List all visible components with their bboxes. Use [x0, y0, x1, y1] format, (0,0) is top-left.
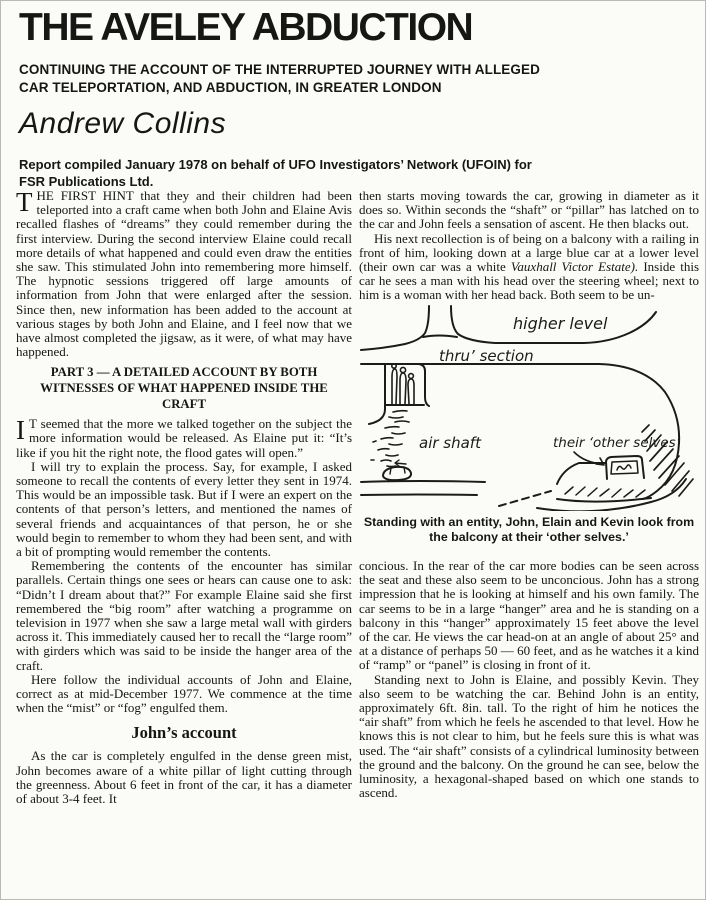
- right-column: [359, 189, 699, 800]
- report-note-line-2: FSR Publications Ltd.: [19, 174, 154, 189]
- johns-account-heading: John’s account: [131, 723, 237, 743]
- article-subtitle: [19, 61, 689, 96]
- paragraph-8: [359, 232, 699, 303]
- paragraph-8-text-b: Inside this car he sees a man with his head over the steering wheel; next to him is a woman with her head back. Both seem to be un-: [359, 259, 699, 303]
- higher-level-label: higher level: [513, 313, 608, 333]
- part-3-heading: PART 3 — A DETAILED ACCOUNT BY BOTH WITNESSES OF WHAT HAPPENED INSIDE THE CRAFT: [40, 365, 328, 411]
- paragraph-1-lead: HE FIRST HINT: [36, 188, 134, 203]
- paragraph-2: [16, 417, 352, 460]
- dashed-sight-line: [499, 491, 551, 506]
- sketch-car-window-squiggle: [617, 465, 631, 470]
- paragraph-1-text: that they and their children had been teleported into a craft came when both John and Elaine Avis recalled flashes of “dreams” they could remember during the first interview. During the second interview Elaine could recall more details of what happened and could even draw the entities she saw. This stimulated John into remembering more himself. The hypnotic sessions triggered off large amounts of information from John that were enlarged after the session. Since then, new information has been added to the account at various stages by both John and Elaine, and I feel now that we have almost completed the jigsaw, as it were, of what may have happened.: [16, 188, 352, 360]
- left-column: [16, 189, 352, 806]
- paragraph-10: Standing next to John is Elaine, and possibly Kevin. They also seem to be watching the car. Behind John is an entity, approximately 6ft. 8in. tall. To the right of him he notices the “air shaft” from which he feels he ascended to that level. How he knows this is not clear to him, but he feels sure this is what was used. The “air shaft” consists of a cylindrical luminosity between the ground and the balcony. On the ground he can see, below the luminosity, a hexagonal-shaped based on which one stands to ascend.: [359, 671, 699, 801]
- hexagonal-base: [383, 467, 411, 480]
- sketch-alcove-left-wall: [369, 364, 385, 424]
- sketch-pillar-left-line: [361, 306, 429, 350]
- paragraph-6: As the car is completely engulfed in the dense green mist, John becomes aware of a white pillar of light cutting through the greenness. About 6 feet in front of the car, it has a diameter of about 3-4 feet. It: [16, 748, 352, 807]
- paragraph-2-text: seemed that the more we talked together on the subject the more information would be released. As Elaine put it: “It’s like if you hit the right note, the flood gates will open.”: [16, 416, 352, 460]
- sketch-pillar-base-line: [423, 335, 457, 337]
- drop-cap-i: I: [16, 415, 25, 446]
- car-model-italic: Vauxhall Victor Estate).: [510, 259, 639, 275]
- author-byline: Andrew Collins: [19, 107, 227, 140]
- subtitle-line-1: CONTINUING THE ACCOUNT OF THE INTERRUPTED JOURNEY WITH ALLEGED: [19, 62, 540, 77]
- page-title: THE AVELEY ABDUCTION: [19, 6, 473, 49]
- sketch-ground-line-1: [361, 481, 485, 482]
- paragraph-9: concious. In the rear of the car more bodies can be seen across the seat and these also seem to be unconcious. John has a strong impression that he is looking at himself and his own family. The car seems to be in a large “hanger” area and he is standing on a balcony in this “hanger” approximately 15 feet above the level of the car. He views the car head-on at an angle of about 25° and at a distance of perhaps 50 — 60 feet, and as he watches it a kind of “ramp” or “panel” is closing in front of it.: [359, 558, 699, 673]
- thru-section-label: thru’ section: [439, 346, 534, 365]
- paragraph-8-text-a: His next recollection is of being on a balcony with a railing in front of him, looking down at a large blue car at a lower level (their own car was a white: [359, 230, 699, 275]
- ground-hatching: [565, 487, 645, 497]
- sketch-figures: [392, 363, 414, 403]
- report-note-line-1: Report compiled January 1978 on behalf of UFO Investigators’ Network (UFOIN) for: [19, 157, 532, 172]
- article-header: [19, 7, 689, 190]
- sketch-drawing: [359, 305, 701, 511]
- paragraph-5: Here follow the individual accounts of John and Elaine, correct as at mid-December 1977. We commence at the time when the “mist” or “fog” engulfed them.: [16, 671, 352, 716]
- craft-cross-section-sketch: [359, 305, 699, 511]
- sketch-ground-line-2: [361, 494, 477, 495]
- sketch-ground-wave: [557, 498, 651, 502]
- air-shaft-squiggles: [371, 410, 409, 466]
- paragraph-7: then starts moving towards the car, growing in diameter as it does so. Within seconds the “shaft” or “pillar” has latched on to the car and John feels a sensation of ascent. He then blacks out.: [359, 188, 699, 232]
- figure-caption: Standing with an entity, John, Elain and Kevin look from the balcony at their ‘other selves.’: [363, 514, 695, 544]
- paragraph-4: Remembering the contents of the encounter has similar parallels. Certain things one sees or hears can cause one to ask: “Didn’t I dream about that?” For example Elaine said she first remembered the “big room” after watching a programme on television in 1977 when she saw a large metal wall with girders across it. This immediately caused her to recall the “large room” with girders which was said to be inside the hanger area of the craft.: [16, 558, 352, 673]
- air-shaft-label: air shaft: [419, 433, 481, 452]
- sketch-platform-edge: [557, 463, 606, 484]
- other-selves-label: their ‘other selves’: [553, 434, 681, 451]
- paragraph-2-lead: T: [29, 416, 37, 432]
- sketch-car-window: [611, 461, 638, 474]
- paragraph-3: I will try to explain the process. Say, for example, I asked someone to recall the contents of every letter they sent in 1974. This would be an impossible task. But if I were an expert on the contents of that person’s letters, and mentioned the names of several friends and acquaintances of that person, he or she would begin to remember to whom they had been sent, and with a bit of prompting would remember the contents.: [16, 458, 352, 560]
- subtitle-line-2: CAR TELEPORTATION, AND ABDUCTION, IN GREATER LONDON: [19, 79, 442, 95]
- sketch-alcove-right-wall: [419, 364, 429, 406]
- report-note: [19, 156, 689, 190]
- paragraph-1: [16, 189, 352, 359]
- drop-cap-t: T: [16, 187, 33, 217]
